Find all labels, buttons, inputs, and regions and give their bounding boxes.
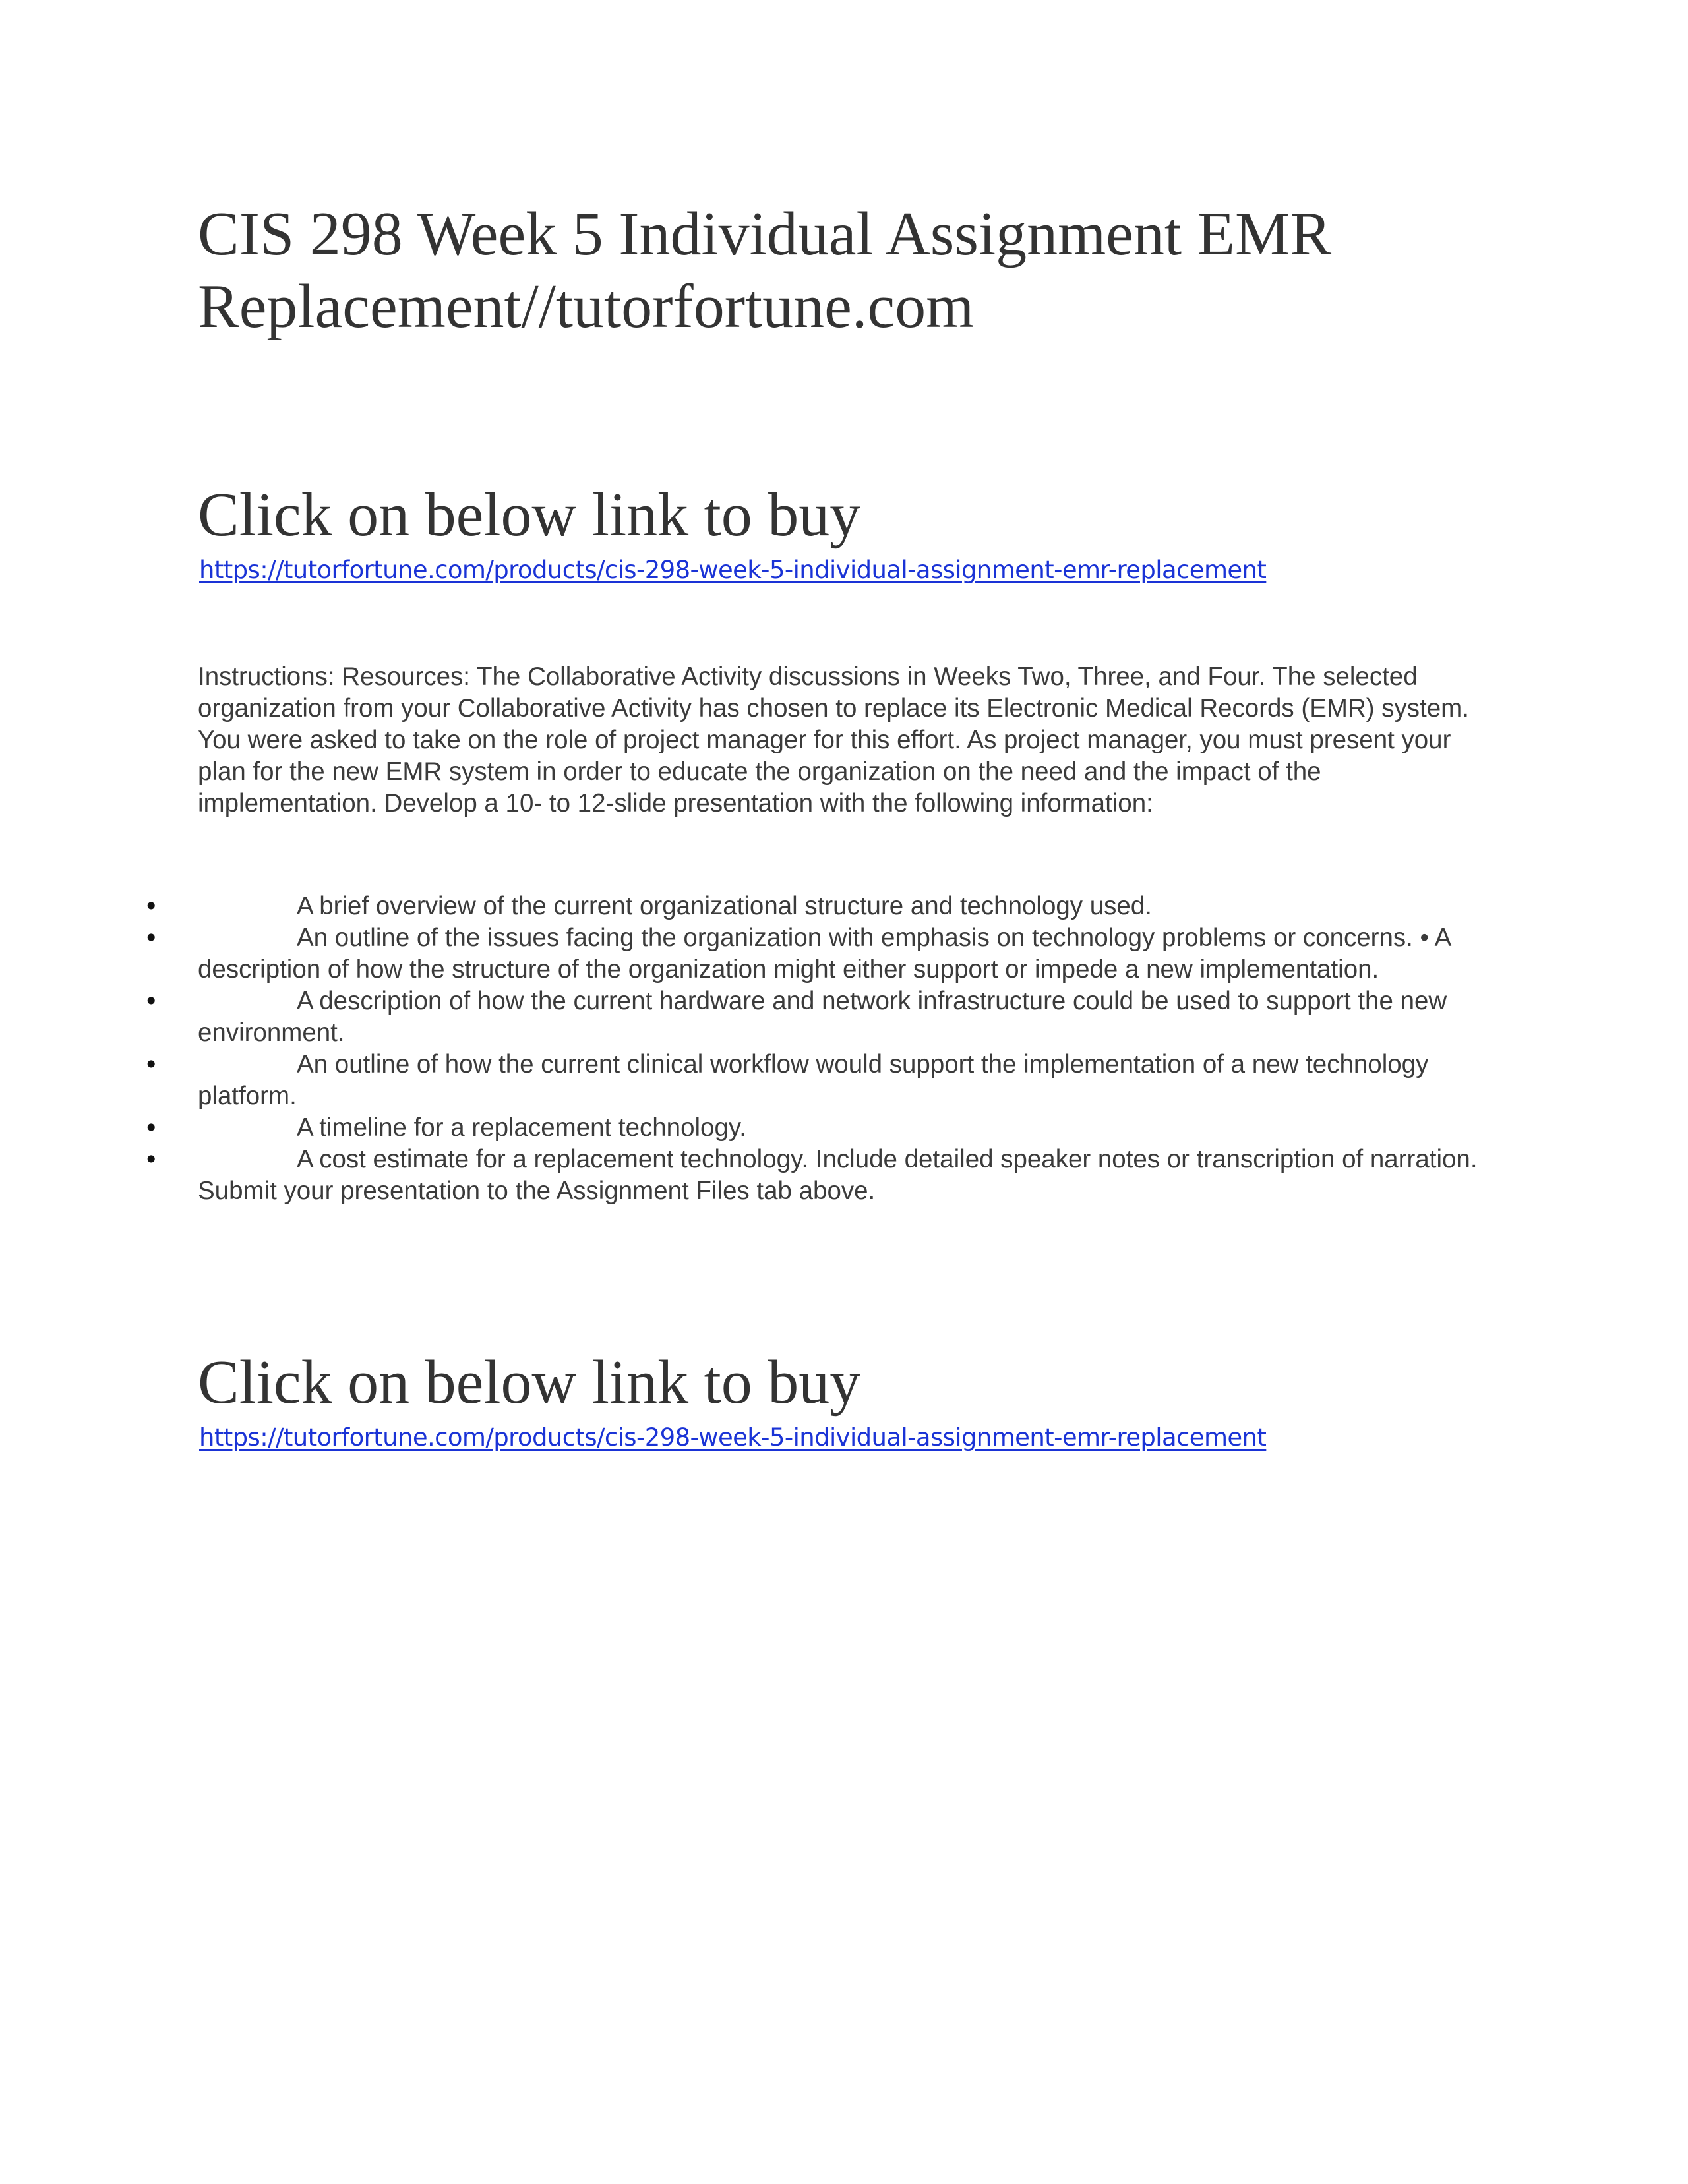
list-item-text: A timeline for a replacement technology. <box>297 1113 746 1142</box>
list-item <box>144 986 1503 1049</box>
document-title: CIS 298 Week 5 Individual Assignment EMR Replacement//tutorfortune.com <box>198 200 1332 341</box>
bullet-icon: • <box>144 924 159 953</box>
list-item-text: An outline of how the current clinical workflow would support the implementation of a new technology platform. <box>198 1050 1429 1110</box>
list-item-text: A description of how the current hardware and network infrastructure could be used to support the new environment. <box>198 987 1447 1047</box>
bullet-icon: • <box>144 892 159 921</box>
list-item-text: An outline of the issues facing the organization with emphasis on technology problems or concerns. • A description of how the structure of the organization might either support or impede a new implementation. <box>198 924 1451 984</box>
list-item <box>144 1049 1503 1112</box>
list-item <box>144 922 1503 986</box>
buy-heading-top: Click on below link to buy <box>198 481 861 549</box>
bullet-icon: • <box>144 987 159 1016</box>
requirements-list <box>144 891 1503 1207</box>
list-item-text: A brief overview of the current organizational structure and technology used. <box>297 892 1152 920</box>
list-item-text: A cost estimate for a replacement technology. Include detailed speaker notes or transcription of narration. Submit your presentation to the Assignment Files tab above. <box>198 1145 1478 1205</box>
buy-link-top[interactable]: https://tutorfortune.com/products/cis-298-week-5-individual-assignment-emr-replacement <box>199 556 1267 584</box>
instructions-paragraph: Instructions: Resources: The Collaborative Activity discussions in Weeks Two, Three, and Four. The selected organization from your Collaborative Activity has chosen to replace its Electronic Medical Records (EMR) system. You were asked to take on the role of project manager for this effort. As project manager, you must present your plan for the new EMR system in order to educate the organization on the need and the impact of the implementation. Develop a 10- to 12-slide presentation with the following information: <box>198 663 1469 817</box>
bullet-icon: • <box>144 1113 159 1142</box>
list-item <box>144 1144 1503 1207</box>
buy-link-bottom[interactable]: https://tutorfortune.com/products/cis-298-week-5-individual-assignment-emr-replacement <box>199 1423 1267 1452</box>
buy-heading-bottom: Click on below link to buy <box>198 1348 861 1417</box>
list-item <box>144 1112 1503 1144</box>
list-item <box>144 891 1503 922</box>
bullet-icon: • <box>144 1050 159 1079</box>
bullet-icon: • <box>144 1145 159 1174</box>
